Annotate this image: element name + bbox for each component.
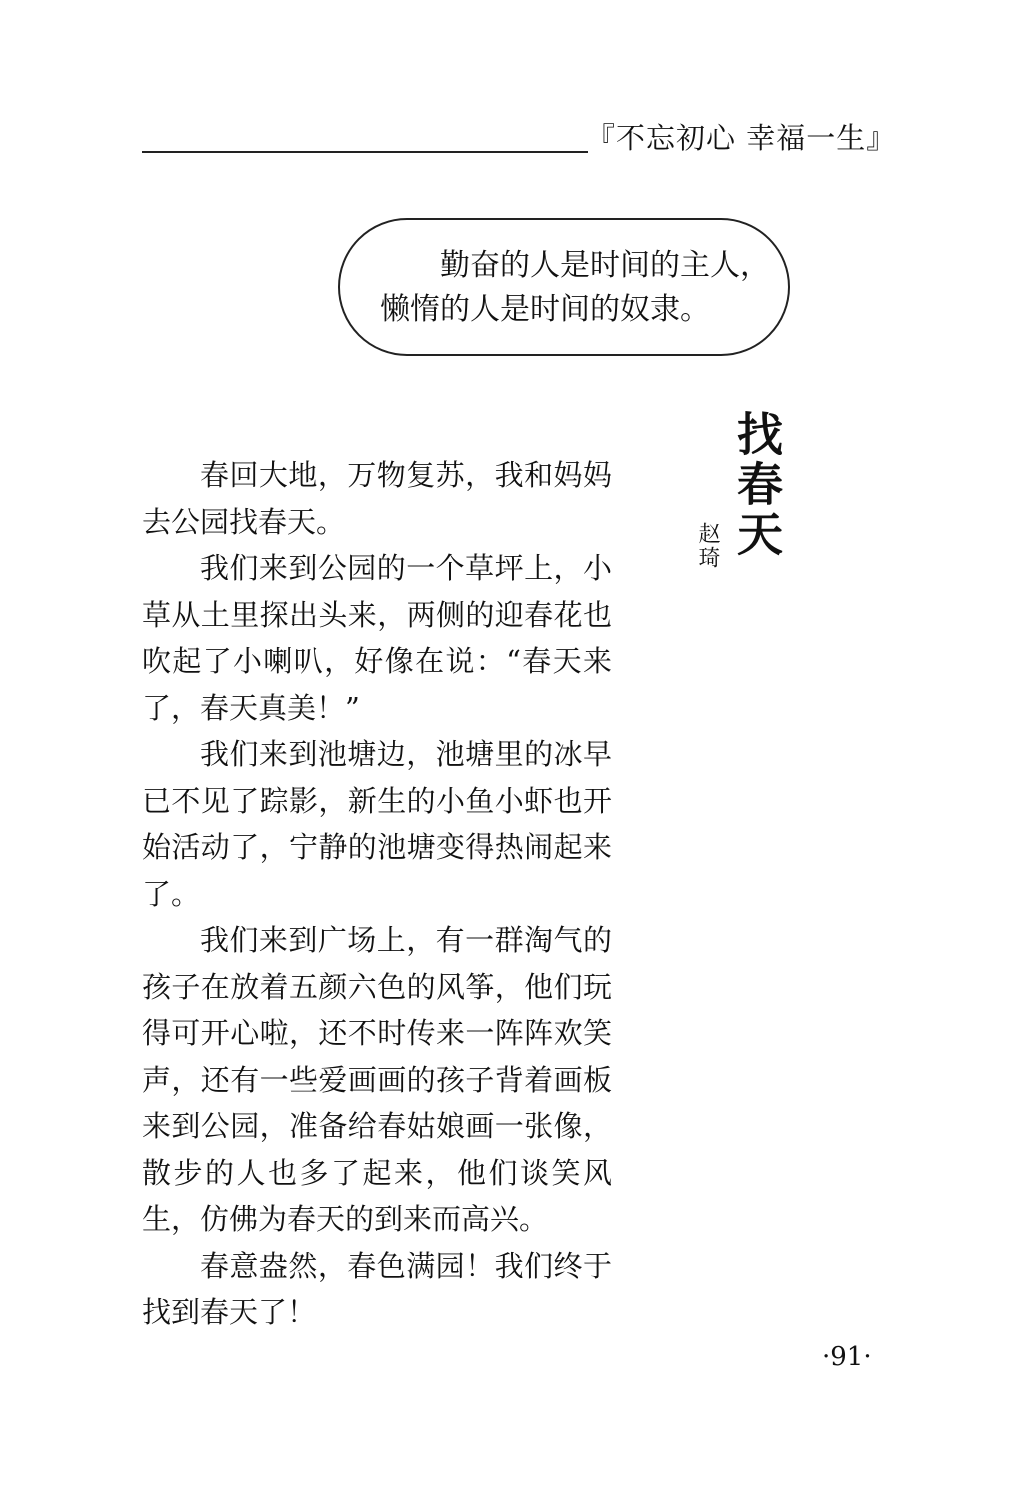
header-rule [142,151,588,153]
article-author: 赵琦 [695,522,720,570]
paragraph-4: 我们来到广场上，有一群淘气的孩子在放着五颜六色的风筝，他们玩得可开心啦，还不时传来一阵阵欢笑声，还有一些爱画画的孩子背着画板来到公园，准备给春姑娘画一张像，散步的人也多了起来，他们谈笑风生，仿佛为春天的到来而高兴。 [142,923,612,1236]
quote-line-1: 勤奋的人是时间的主人， [440,248,770,283]
article-body [142,452,612,1336]
paragraph-5: 春意盎然，春色满园！我们终于找到春天了！ [142,1248,612,1329]
paragraph-1: 春回大地，万物复苏，我和妈妈去公园找春天。 [142,458,612,539]
article-title: 找春天 [730,410,784,560]
quote-bubble [338,218,790,356]
paragraph-2: 我们来到公园的一个草坪上，小草从土里探出头来，两侧的迎春花也吹起了小喇叭，好像在说：“春天来了，春天真美！” [142,551,612,725]
page-number: ·91· [822,1342,872,1372]
running-header-title: 『不忘初心 幸福一生』 [586,121,897,155]
paragraph-3: 我们来到池塘边，池塘里的冰早已不见了踪影，新生的小鱼小虾也开始活动了，宁静的池塘变得热闹起来了。 [142,737,612,911]
quote-line-2: 懒惰的人是时间的奴隶。 [380,292,710,327]
